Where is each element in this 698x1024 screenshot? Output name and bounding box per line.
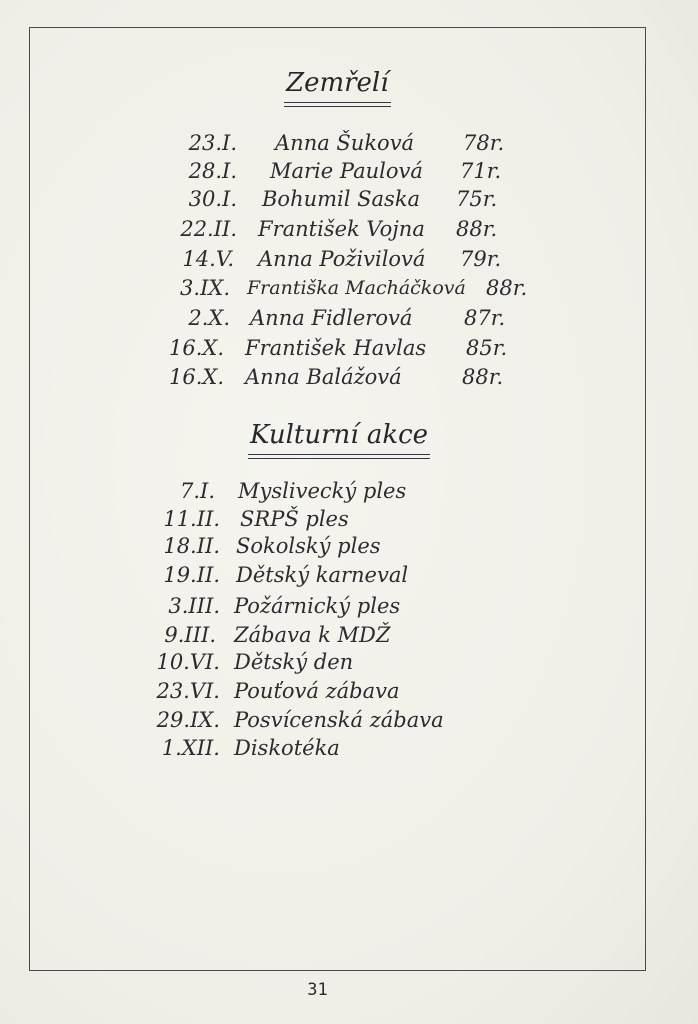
- event-date: 23.VI.: [156, 679, 220, 703]
- event-name: Dětský den: [234, 650, 354, 674]
- event-date: 11.II.: [163, 507, 220, 531]
- deaths-title: Zemřelí: [286, 68, 389, 98]
- event-name: Posvícenská zábava: [234, 708, 444, 732]
- death-entry: [0, 216, 698, 242]
- entry-date: 30.I.: [188, 187, 237, 211]
- entry-age: 75r.: [456, 187, 498, 211]
- death-entry: [0, 246, 698, 272]
- culture-heading: [250, 420, 428, 452]
- event-entry: [0, 593, 698, 619]
- entry-date: 28.I.: [188, 159, 237, 183]
- entry-name: Anna Balážová: [245, 365, 402, 389]
- death-entry: [0, 305, 698, 331]
- event-entry: [0, 678, 698, 704]
- deaths-heading: [286, 68, 389, 100]
- event-entry: [0, 506, 698, 532]
- event-date: 29.IX.: [156, 708, 220, 732]
- heading-underline: [248, 458, 430, 459]
- entry-date: 14.V.: [182, 247, 234, 271]
- page-number: 31: [307, 980, 328, 1000]
- event-name: Diskotéka: [234, 736, 340, 760]
- entry-age: 88r.: [462, 365, 504, 389]
- event-date: 3.III.: [168, 594, 220, 618]
- entry-age: 78r.: [463, 131, 505, 155]
- event-entry: [0, 562, 698, 588]
- entry-date: 16.X.: [168, 365, 224, 389]
- event-entry: [0, 533, 698, 559]
- event-date: 1.XII.: [161, 736, 220, 760]
- entry-age: 85r.: [466, 336, 508, 360]
- entry-date: 2.X.: [188, 306, 230, 330]
- entry-age: 79r.: [460, 247, 502, 271]
- event-name: Sokolský ples: [236, 534, 381, 558]
- entry-age: 87r.: [464, 306, 506, 330]
- entry-date: 3.IX.: [180, 276, 230, 300]
- death-entry: [0, 364, 698, 390]
- entry-name: Anna Poživilová: [258, 247, 426, 271]
- event-name: Myslivecký ples: [238, 479, 407, 503]
- heading-underline: [248, 454, 430, 455]
- death-entry: [0, 186, 698, 212]
- entry-name: Bohumil Saska: [262, 187, 421, 211]
- entry-name: Anna Šuková: [275, 131, 415, 155]
- event-date: 10.VI.: [156, 650, 220, 674]
- entry-name: František Havlas: [245, 336, 427, 360]
- event-name: Dětský karneval: [236, 563, 409, 587]
- heading-underline: [284, 102, 391, 103]
- death-entry: [0, 275, 698, 301]
- event-date: 19.II.: [163, 563, 220, 587]
- event-date: 7.I.: [179, 479, 215, 503]
- event-entry: [0, 735, 698, 761]
- entry-age: 88r.: [486, 276, 528, 300]
- heading-underline: [284, 106, 391, 107]
- entry-age: 71r.: [460, 159, 502, 183]
- entry-name: František Vojna: [258, 217, 425, 241]
- event-entry: [0, 622, 698, 648]
- event-date: 18.II.: [163, 534, 220, 558]
- entry-date: 22.II.: [180, 217, 237, 241]
- entry-date: 16.X.: [168, 336, 224, 360]
- entry-age: 88r.: [456, 217, 498, 241]
- event-name: Zábava k MDŽ: [234, 623, 391, 647]
- death-entry: [0, 335, 698, 361]
- death-entry: [0, 130, 698, 156]
- event-entry: [0, 649, 698, 675]
- entry-date: 23.I.: [188, 131, 237, 155]
- event-date: 9.III.: [164, 623, 216, 647]
- event-entry: [0, 478, 698, 504]
- event-name: Požárnický ples: [234, 594, 401, 618]
- event-entry: [0, 707, 698, 733]
- culture-title: Kulturní akce: [250, 420, 429, 450]
- entry-name: Anna Fidlerová: [250, 306, 413, 330]
- entry-name: Františka Macháčková: [247, 277, 466, 299]
- event-name: SRPŠ ples: [240, 507, 349, 531]
- entry-name: Marie Paulová: [270, 159, 423, 183]
- death-entry: [0, 158, 698, 184]
- event-name: Pouťová zábava: [234, 679, 400, 703]
